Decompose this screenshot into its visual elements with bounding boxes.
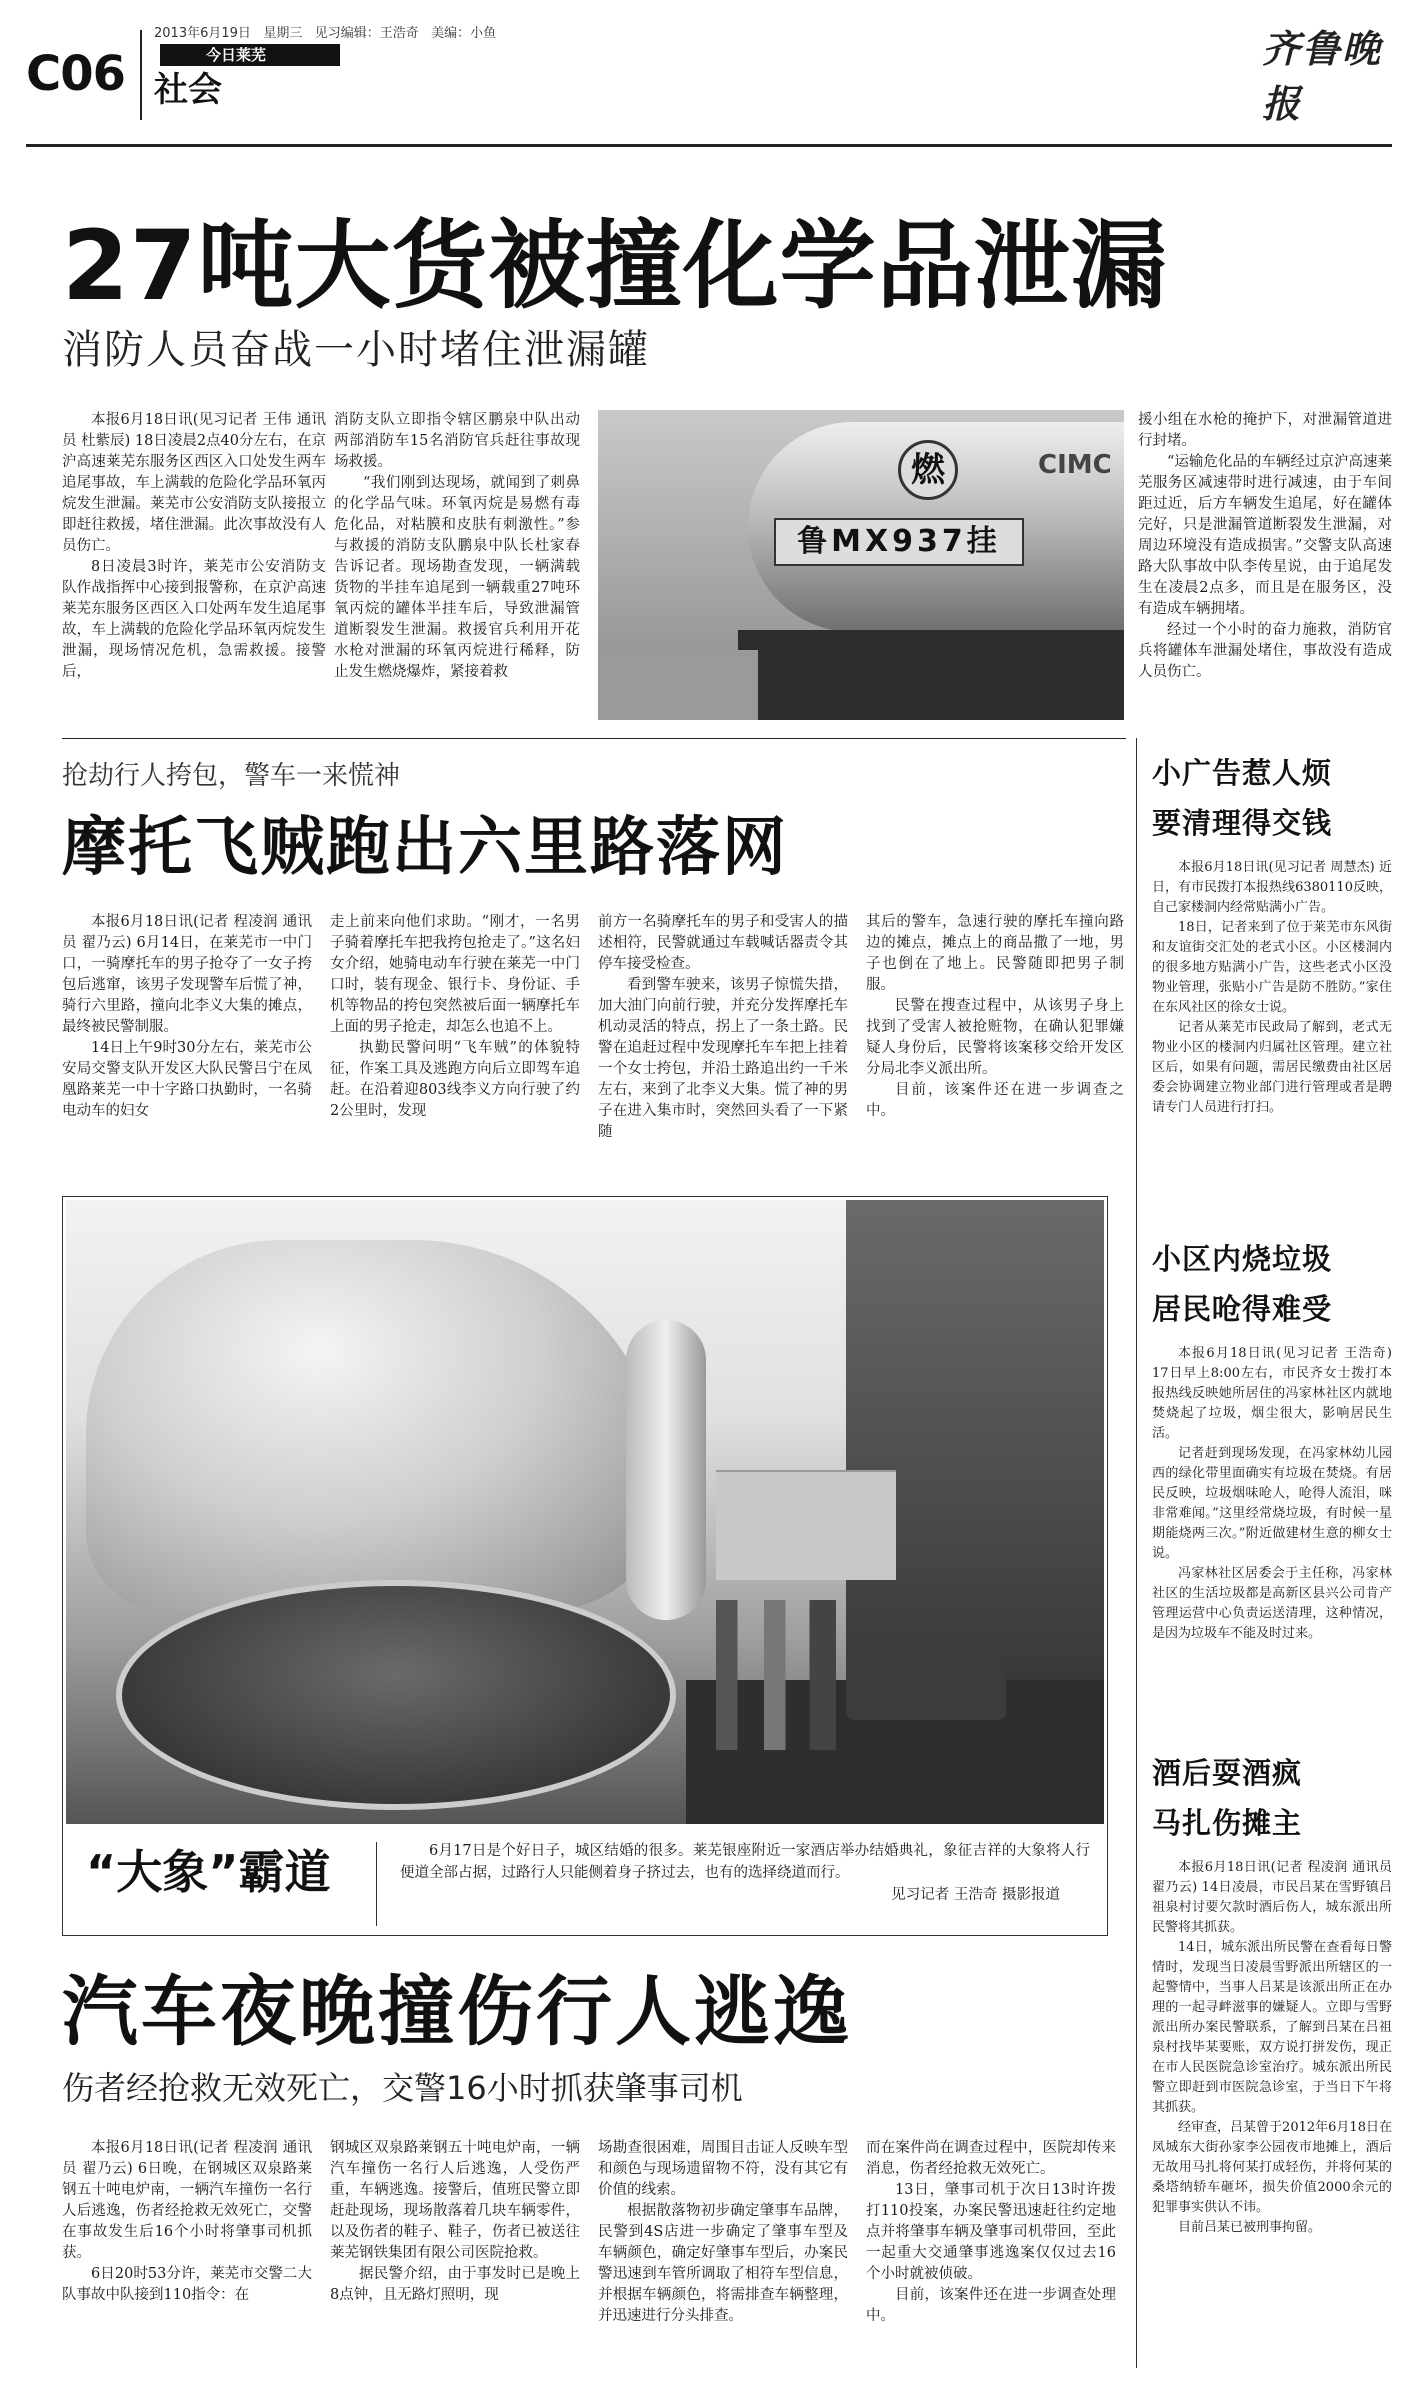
brief3-body <box>1152 1858 1392 2368</box>
car <box>846 1640 1006 1720</box>
story3-column-2 <box>330 2138 580 2370</box>
weekday: 星期三 <box>263 26 303 41</box>
tanker-photo <box>598 410 1124 720</box>
story3-headline: 汽车夜晚撞伤行人逃逸 <box>62 1967 852 2056</box>
story3-paragraph: 钢城区双泉路莱钢五十吨电炉南，一辆汽车撞伤一名行人后逃逸，人受伤严重，车辆逃逸。接警后，值班民警立即赶赴现场，现场散落着几块车辆零件，以及伤者的鞋子、鞋子，伤者已被送往莱芜钢铁集团有限公司医院抢救。 <box>330 2140 580 2261</box>
story1-paragraph: “运输危化品的车辆经过京沪高速莱芜服务区减速带时进行减速，由于车间距过近，后方车辆发生追尾，好在罐体完好，只是泄漏管道断裂发生泄漏，对周边环境没有造成损害。”交警支队高速路大队事故中队李传星说，由于追尾发生在凌晨2点多，而且是在服务区，没有造成车辆拥堵。 <box>1138 454 1392 617</box>
brand-logo: 齐鲁晚报 <box>1262 26 1383 126</box>
story3-paragraph: 而在案件尚在调查过程中，医院却传来消息，伤者经抢救无效死亡。 <box>866 2140 1116 2177</box>
story2-paragraph: 民警在搜查过程中，从该男子身上找到了受害人被抢赃物，在确认犯罪嫌疑人身份后，民警将该案移交给开发区分局北李义派出所。 <box>866 998 1124 1077</box>
story3-paragraph: 13日，肇事司机于次日13时许拨打110投案，办案民警迅速赶往约定地点并将肇事车辆及肇事司机带回，至此一起重大交通肇事逃逸案仅仅过去16个小时就被侦破。 <box>866 2182 1116 2282</box>
designer-credit: 美编：小鱼 <box>431 26 497 41</box>
brief3-title-line2: 马扎伤摊主 <box>1152 1806 1303 1840</box>
story2-column-3 <box>598 912 848 1180</box>
inflatable-drum <box>116 1580 676 1810</box>
story1-headline: 27吨大货被撞化学品泄漏 <box>62 210 1168 322</box>
section-tag: 今日莱芜 <box>160 44 340 66</box>
sidebar-brief-1 <box>1152 748 1392 1258</box>
brief1-title-line2: 要清理得交钱 <box>1152 806 1333 840</box>
story3-column-3 <box>598 2138 848 2370</box>
elephant-photo <box>66 1200 1104 1824</box>
story2-column-4 <box>866 912 1124 1180</box>
story1-paragraph: 经过一个小时的奋力施救，消防官兵将罐体车泄漏处堵住，事故没有造成人员伤亡。 <box>1138 622 1392 680</box>
road-ground <box>598 650 758 720</box>
story1-column-1 <box>62 410 326 728</box>
story2-paragraph: 14日上午9时30分左右，莱芜市公安局交警支队开发区大队民警吕宁在凤凰路莱芜一中十字路口执勤时，一名骑电动车的妇女 <box>62 1040 312 1119</box>
date: 2013年6月19日 <box>154 26 251 41</box>
brief3-paragraph: 经审查，吕某曾于2012年6月18日在凤城东大街孙家李公园夜市地摊上，酒后无故用马扎将何某打成轻伤，并将何某的桑塔纳轿车砸坏，损失价值2000余元的犯罪事实供认不讳。 <box>1152 2120 1392 2215</box>
story1-column-3 <box>1138 410 1392 728</box>
story3-subhead: 伤者经抢救无效死亡，交警16小时抓获肇事司机 <box>62 2069 743 2107</box>
story2-paragraph: 执勤民警问明“飞车贼”的体貌特征，作案工具及逃跑方向后立即驾车追赶。在沿着迎803线李义方向行驶了约2公里时，发现 <box>330 1040 580 1119</box>
brief2-title-line2: 居民呛得难受 <box>1152 1292 1333 1326</box>
brief2-body <box>1152 1344 1392 1774</box>
story2-column-1 <box>62 912 312 1180</box>
page-number: C06 <box>26 46 126 102</box>
story1-subhead: 消防人员奋战一小时堵住泄漏罐 <box>62 327 650 373</box>
story3-lead: 本报6月18日讯(记者 程凌润 通讯员 翟乃云) 6日晚，在钢城区双泉路莱钢五十吨电炉南，一辆汽车撞伤一名行人后逃逸，伤者经抢救无效死亡，交警在事故发生后16个小时将肇事司机抓获。 <box>62 2140 312 2261</box>
photo-feature-title: “大象”霸道 <box>86 1845 331 1899</box>
story1-paragraph: 援小组在水枪的掩护下，对泄漏管道进行封堵。 <box>1138 412 1392 449</box>
story3-column-1 <box>62 2138 312 2370</box>
story2-paragraph: 其后的警车，急速行驶的摩托车撞向路边的摊点，摊点上的商品撒了一地，男子也倒在了地上。民警随即把男子制服。 <box>866 914 1124 993</box>
brief2-paragraph: 本报6月18日讯(见习记者 王浩奇) 17日早上8:00左右，市民齐女士拨打本报热线反映她所居住的冯家林社区内就地焚烧起了垃圾，烟尘很大，影响居民生活。 <box>1152 1346 1392 1441</box>
photo-feature-title-divider <box>376 1842 377 1926</box>
story2-headline: 摩托飞贼跑出六里路落网 <box>62 811 788 885</box>
tanker-chassis <box>738 630 1124 720</box>
brief3-title-line1: 酒后耍酒疯 <box>1152 1756 1303 1790</box>
brief2-title-line1: 小区内烧垃圾 <box>1152 1242 1333 1276</box>
story2-column-2 <box>330 912 580 1180</box>
story1-paragraph: 消防支队立即指令辖区鹏泉中队出动两部消防车15名消防官兵赶往事故现场救援。 <box>334 412 580 470</box>
brief1-paragraph: 本报6月18日讯(见习记者 周慧杰) 近日，有市民拨打本报热线6380110反映，自己家楼洞内经常贴满小广告。 <box>1152 860 1392 915</box>
story2-lead: 本报6月18日讯(记者 程凌润 通讯员 翟乃云) 6月14日，在莱芜市一中门口，一骑摩托车的男子抢夺了一女子挎包后逃窜，该男子发现警车后慌了神，骑行六里路，撞向北李义大集的摊点，最终被民警制服。 <box>62 914 312 1035</box>
brief2-paragraph: 冯家林社区居委会于主任称，冯家林社区的生活垃圾都是高新区县兴公司肯产管理运营中心负责运送清理，这种情况，是因为垃圾车不能及时过来。 <box>1152 1566 1392 1641</box>
story1-quote: “我们刚到达现场，就闻到了刺鼻的化学品气味。环氧丙烷是易燃有毒危化品，对粘膜和皮肤有刺激性。”参与救援的消防支队鹏泉中队长杜家春告诉记者。现场勘查发现，一辆满载货物的半挂车追尾到一辆载重27吨环氧丙烷的罐体半挂车后，导致泄漏管道断裂发生泄漏。救援官兵利用开花水枪对泄漏的环氧丙烷进行稀释，防止发生燃烧爆炸，紧接着救 <box>334 475 580 680</box>
brief1-body <box>1152 858 1392 1258</box>
header-divider-vertical <box>140 30 142 120</box>
sidebar-brief-3 <box>1152 1748 1392 2368</box>
story2-paragraph: 看到警车驶来，该男子惊慌失措，加大油门向前行驶，并充分发挥摩托车机动灵活的特点，拐上了一条土路。民警在追赶过程中发现摩托车车把上挂着一个女士挎包，并沿土路追出约一千米左右，来到了北李义大集。慌了神的男子在进入集市时，突然回头看了一下紧随 <box>598 977 848 1140</box>
brief1-title-line1: 小广告惹人烦 <box>1152 756 1333 790</box>
photo-caption-text: 6月17日是个好日子，城区结婚的很多。莱芜银座附近一家酒店举办结婚典礼，象征吉祥的大象将人行便道全部占据，过路行人只能侧着身子挤过去，也有的选择绕道而行。 <box>400 1843 1090 1881</box>
brief2-paragraph: 记者赶到现场发现，在冯家林幼儿园西的绿化带里面确实有垃圾在焚烧。有居民反映，垃圾烟味呛人，呛得人流泪，咪非常难闻。”这里经常烧垃圾，有时候一星期能烧两三次。”附近做建材生意的柳女士说。 <box>1152 1446 1392 1561</box>
story3-paragraph: 目前，该案件还在进一步调查处理中。 <box>866 2287 1116 2324</box>
story2-paragraph: 目前，该案件还在进一步调查之中。 <box>866 1082 1124 1119</box>
date-line <box>154 22 496 41</box>
inflatable-elephant-trunk <box>626 1320 706 1620</box>
brief3-paragraph: 本报6月18日讯(记者 程凌润 通讯员 翟乃云) 14日凌晨，市民吕某在雪野镇吕祖泉村讨要欠款时酒后伤人，城东派出所民警将其抓获。 <box>1152 1860 1392 1935</box>
story3-paragraph: 据民警介绍，由于事发时已是晚上8点钟，且无路灯照明，现 <box>330 2266 580 2303</box>
story3-paragraph: 场勘查很困难，周围目击证人反映车型和颜色与现场遗留物不符，没有其它有价值的线索。 <box>598 2140 848 2198</box>
header-rule <box>26 144 1392 147</box>
story1-bottom-rule <box>62 738 1126 739</box>
story2-paragraph: 前方一名骑摩托车的男子和受害人的描述相符，民警就通过车载喊话器责令其停车接受检查。 <box>598 914 848 972</box>
brief1-paragraph: 记者从莱芜市民政局了解到，老式无物业小区的楼洞内归属社区管理。建立社区后，如果有问题，需居民缴费由社区居委会协调建立物业部门进行管理或者是聘请专门人员进行打扫。 <box>1152 1020 1392 1115</box>
story3-paragraph: 6日20时53分许，莱芜市交警二大队事故中队接到110指令：在 <box>62 2266 312 2303</box>
section-name: 社会 <box>154 70 222 110</box>
sidebar-brief-2 <box>1152 1234 1392 1774</box>
story1-column-2 <box>334 410 580 728</box>
sidebar-divider <box>1136 738 1137 2368</box>
license-plate: 鲁MX937挂 <box>774 518 1024 566</box>
brief3-paragraph: 14日，城东派出所民警在查看每日警情时，发现当日凌晨雪野派出所辖区的一起警情中，当事人吕某是该派出所正在办理的一起寻衅滋事的嫌疑人。立即与雪野派出所办案民警联系，了解到吕某在吕祖泉村找毕某要账，双方说打拼发伤，现正在市人民医院急诊室治疗。城东派出所民警立即赶到市医院急诊室，于当日下午将其抓获。 <box>1152 1940 1392 2115</box>
flammable-mark: 燃 <box>898 440 958 500</box>
photo-caption <box>400 1840 1090 1906</box>
brief1-paragraph: 18日，记者来到了位于莱芜市东风街和友谊街交汇处的老式小区。小区楼洞内的很多地方贴满小广告，这些老式小区没物业管理，张贴小广告是防不胜防。”家住在东风社区的徐女士说。 <box>1152 920 1392 1015</box>
story1-lead: 本报6月18日讯(见习记者 王伟 通讯员 杜紫辰) 18日凌晨2点40分左右，在京沪高速莱芜东服务区西区入口处发生两车追尾事故，车上满载的危险化学品环氧丙烷发生泄漏。莱芜市公安消防支队接报立即赶往救援，堵住泄漏。此次事故没有人员伤亡。 <box>62 412 326 554</box>
photo-credit: 见习记者 王浩奇 摄影报道 <box>891 1887 1060 1903</box>
inflatable-elephant-body <box>86 1240 666 1610</box>
buildings <box>716 1470 896 1580</box>
story2-kicker: 抢劫行人挎包，警车一来慌神 <box>62 761 401 791</box>
story3-column-4 <box>866 2138 1116 2370</box>
story1-paragraph: 8日凌晨3时许，莱芜市公安消防支队作战指挥中心接到报警称，在京沪高速莱芜东服务区西区入口处两车发生追尾事故，车上满载的危险化学品环氧丙烷发生泄漏，现场情况危机，急需救援。接警后， <box>62 559 326 680</box>
story3-paragraph: 根据散落物初步确定肇事车品牌，民警到4S店进一步确定了肇事车型及车辆颜色，确定好肇事车型后，办案民警迅速到车管所调取了相符车型信息，并根据车辆颜色，将需排查车辆整理，并迅速进行分头排查。 <box>598 2203 848 2324</box>
brief3-paragraph: 目前吕某已被刑事拘留。 <box>1178 2220 1322 2235</box>
tank-logo: CIMC <box>1038 450 1112 480</box>
story2-paragraph: 走上前来向他们求助。“刚才，一名男子骑着摩托车把我挎包抢走了。”这名妇女介绍，她骑电动车行驶在莱芜一中门口时，装有现金、银行卡、身份证、手机等物品的挎包突然被后面一辆摩托车上面的男子抢走，却怎么也追不上。 <box>330 914 580 1035</box>
editor-credit: 见习编辑：王浩奇 <box>314 26 419 41</box>
pedestrians <box>716 1600 836 1750</box>
